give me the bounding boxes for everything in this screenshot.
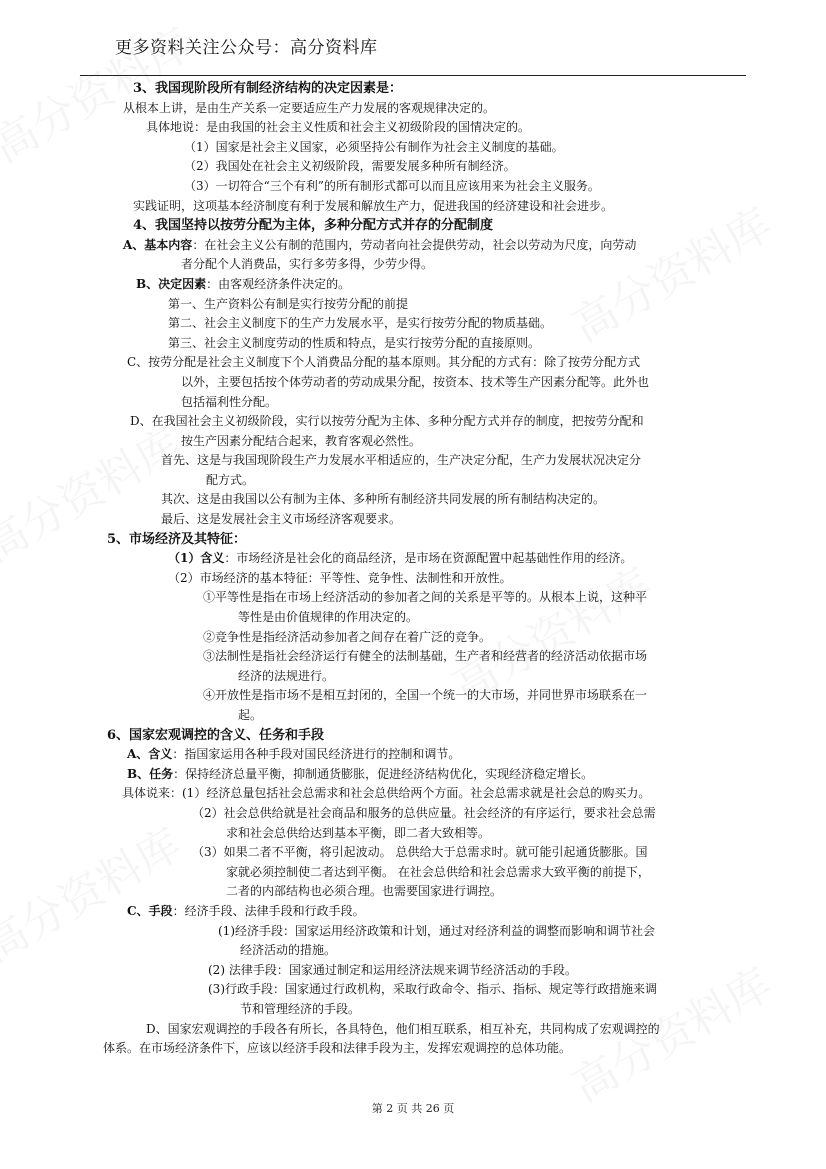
list-item: （2）我国处在社会主义初级阶段，需要发展多种所有制经济。 [184, 159, 516, 174]
label: （1）含义 [168, 551, 225, 566]
paragraph: 具体说来：(1）经济总量包括社会总需求和社会总供给两个方面。社会总需求就是社会总的购买力。 [122, 786, 651, 801]
list-item: (1)经济手段：国家运用经济政策和计划，通过对经济利益的调整而影响和调节社会 [218, 923, 656, 938]
list-item: （3）一切符合“三个有利”的所有制形式都可以而且应该用来为社会主义服务。 [184, 178, 600, 193]
text: ：市场经济是社会化的商品经济，是市场在资源配置中起基础性作用的经济。 [224, 551, 633, 566]
label: A、基本内容 [123, 237, 193, 252]
list-item: 等性是由价值规律的作用决定的。 [238, 610, 419, 625]
list-item: 起。 [238, 708, 263, 722]
paragraph: 实践证明，这项基本经济制度有利于发展和解放生产力，促进我国的经济建设和社会进步。 [133, 198, 614, 213]
page-number: 第 2 页 共 26 页 [371, 1102, 455, 1115]
paragraph: 配方式。 [206, 472, 255, 487]
paragraph [0, 236, 826, 256]
paragraph: 最后、这是发展社会主义市场经济客观要求。 [161, 512, 402, 527]
paragraph [0, 745, 826, 765]
label: B、任务 [127, 766, 174, 781]
label: A、含义 [127, 747, 173, 762]
paragraph [0, 765, 826, 785]
text: ：在社会主义公有制的范围内，劳动者向社会提供劳动，社会以劳动为尺度，向劳动 [192, 237, 637, 252]
list-item: 二者的内部结构也必须合理。也需要国家进行调控。 [226, 884, 503, 899]
list-item: （3）如果二者不平衡，将引起波动。 总供给大于总需求时。就可能引起通货膨胀。国 [192, 845, 648, 860]
paragraph: 具体地说：是由我国的社会主义性质和社会主义初级阶段的国情决定的。 [146, 120, 531, 135]
paragraph: 从根本上讲，是由生产关系一定要适应生产力发展的客观规律决定的。 [123, 100, 496, 115]
list-item: ②竞争性是指经济活动参加者之间存在着广泛的竞争。 [203, 629, 492, 644]
paragraph: 其次、这是由我国以公有制为主体、多种所有制经济共同发展的所有制结构决定的。 [161, 492, 606, 507]
page-header: 更多资料关注公众号：高分资料库 [115, 38, 378, 58]
list-item: (3)行政手段：国家通过行政机构，采取行政命令、指示、指标、规定等行政措施来调 [208, 982, 658, 997]
section-5-title: 5、市场经济及其特征： [107, 531, 247, 547]
list-item: 节和管理经济的手段。 [240, 1001, 361, 1016]
list-item: 第二、社会主义制度下的生产力发展水平，是实行按劳分配的物质基础。 [168, 316, 553, 331]
paragraph [0, 275, 826, 295]
list-item: （2）社会总供给就是社会商品和服务的总供应量。社会经济的有序运行，要求社会总需 [192, 805, 656, 820]
list-item: 第三、社会主义制度劳动的性质和特点，是实行按劳分配的直接原则。 [168, 335, 541, 350]
section-4-title: 4、我国坚持以按劳分配为主体，多种分配方式并存的分配制度 [133, 218, 494, 234]
section-3-title: 3、我国现阶段所有制经济结构的决定因素是： [133, 81, 403, 96]
header-divider [80, 75, 746, 76]
list-item: 家就必须控制使二者达到平衡。 在社会总供给和社会总需求大致平衡的前提下， [226, 864, 650, 879]
list-item: 求和社会总供给达到基本平衡，即二者大致相等。 [226, 825, 491, 840]
paragraph: D、在我国社会主义初级阶段，实行以按劳分配为主体、多种分配方式并存的制度，把按劳分配和 [130, 414, 644, 429]
text: ：由客观经济条件决定的。 [206, 276, 351, 291]
list-item: （1）国家是社会主义国家，必须坚持公有制作为社会主义制度的基础。 [184, 139, 564, 154]
text: ：保持经济总量平衡，抑制通货膨胀，促进经济结构优化，实现经济稳定增长。 [173, 766, 594, 781]
paragraph: 者分配个人消费品，实行多劳多得，少劳少得。 [181, 257, 434, 272]
paragraph [0, 549, 826, 569]
text: ：经济手段、法律手段和行政手段。 [172, 903, 365, 918]
section-6-title: 6、国家宏观调控的含义、任务和手段 [107, 727, 325, 743]
text: ：指国家运用各种手段对国民经济进行的控制和调节。 [172, 747, 461, 762]
paragraph: D、国家宏观调控的手段各有所长，各具特色，他们相互联系，相互补充，共同构成了宏观调控的 [146, 1021, 660, 1036]
list-item: ③法制性是指社会经济运行有健全的法制基础，生产者和经营者的经济活动依据市场 [203, 649, 648, 664]
list-item: 经济的法规进行。 [238, 668, 335, 683]
list-item: 经济活动的措施。 [240, 943, 337, 958]
paragraph: 包括福利性分配。 [181, 394, 278, 409]
list-item: (2) 法律手段：国家通过制定和运用经济法规来调节经济活动的手段。 [208, 962, 577, 977]
list-item: ④开放性是指市场不是相互封闭的，全国一个统一的大市场，并同世界市场联系在一 [203, 688, 648, 703]
label: C、手段 [127, 903, 173, 918]
label: B、决定因素 [136, 276, 207, 291]
paragraph [0, 902, 826, 922]
paragraph: 按生产因素分配结合起来，教育客观必然性。 [181, 433, 422, 448]
paragraph: C、按劳分配是社会主义制度下个人消费品分配的基本原则。其分配的方式有：除了按劳分配方式 [127, 355, 641, 370]
paragraph: 首先、这是与我国现阶段生产力发展水平相适应的，生产决定分配，生产力发展状况决定分 [161, 453, 642, 468]
document-body [0, 79, 826, 1059]
list-item: 第一、生产资料公有制是实行按劳分配的前提 [168, 296, 409, 311]
list-item: ①平等性是指在市场上经济活动的参加者之间的关系是平等的。从根本上说，这种平 [203, 590, 648, 605]
paragraph: 以外，主要包括按个体劳动者的劳动成果分配，按资本、技术等生产因素分配等。此外也 [181, 374, 650, 389]
paragraph: 体系。在市场经济条件下，应该以经济手段和法律手段为主，发挥宏观调控的总体功能。 [103, 1041, 572, 1056]
paragraph: （2）市场经济的基本特征：平等性、竞争性、法制性和开放性。 [168, 570, 512, 585]
